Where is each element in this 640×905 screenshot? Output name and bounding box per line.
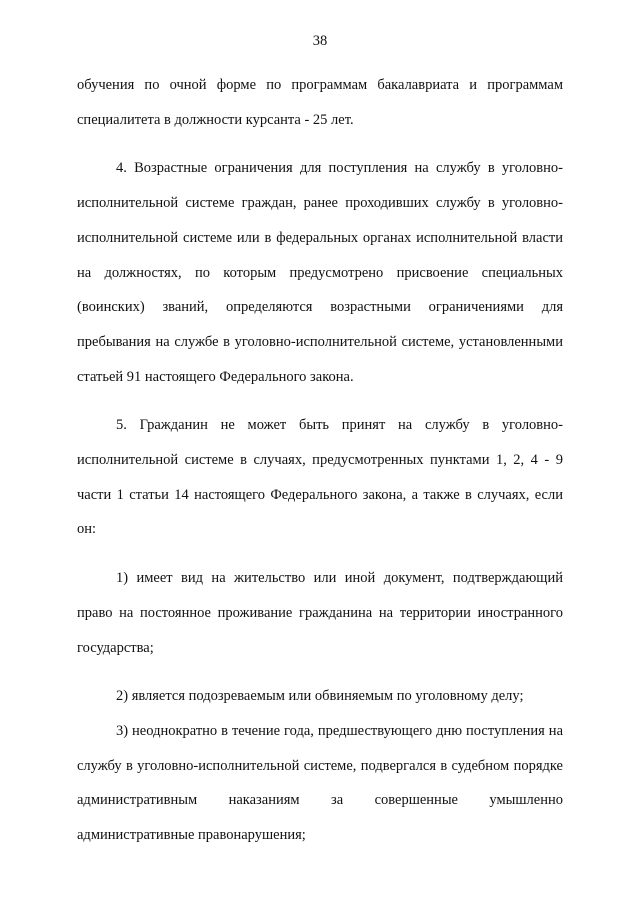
paragraph-item-5: 5. Гражданин не может быть принят на службу в уголовно-исполнительной системе в случаях, предусмотренных пунктами 1, 2, 4 - 9 части 1 статьи 14 настоящего Федерального закона, а также в случаях, если он: xyxy=(77,417,563,538)
subitem-3: 3) неоднократно в течение года, предшествующего дню поступления на службу в уголовно-исполнительной системе, подвергался в судебном порядке административным наказаниям за совершенные умышленно административные правонарушения; xyxy=(77,722,563,844)
document-body xyxy=(77,68,563,853)
paragraph-item-4: 4. Возрастные ограничения для поступления на службу в уголовно-исполнительной системе граждан, ранее проходивших службу в уголовно-исполнительной системе или в федеральных органах исполнительной власти на должностях, по которым предусмотрено присвоение специальных (воинских) званий, определяются возрастными ограничениями для пребывания на службе в уголовно-исполнительной системе, установленными статьей 91 настоящего Федерального закона. xyxy=(77,160,563,385)
subitem-1: 1) имеет вид на жительство или иной документ, подтверждающий право на постоянное проживание гражданина на территории иностранного государства; xyxy=(77,570,563,656)
paragraph-continuation: обучения по очной форме по программам бакалавриата и программам специалитета в должности курсанта - 25 лет. xyxy=(77,77,563,128)
subitem-2: 2) является подозреваемым или обвиняемым по уголовному делу; xyxy=(116,688,524,705)
page-number: 38 xyxy=(312,33,328,49)
